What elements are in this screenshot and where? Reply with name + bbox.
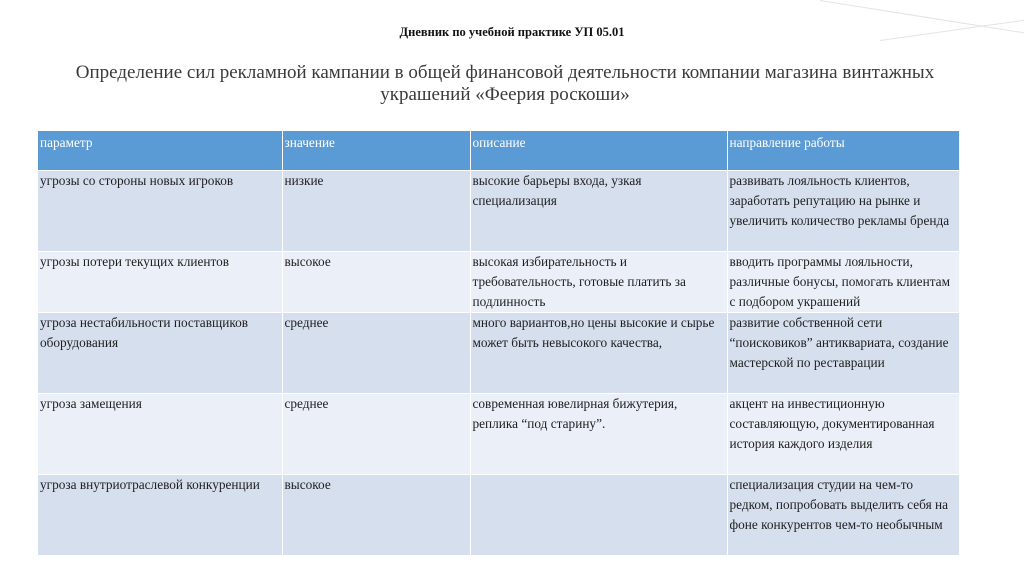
threats-table — [38, 131, 960, 556]
page-title: Определение сил рекламной кампании в общей финансовой деятельности компании магазина винтажных украшений «Феерия роскоши» — [75, 62, 935, 105]
column-header-parameter: параметр — [38, 131, 282, 171]
diary-title: Дневник по учебной практике УП 05.01 — [399, 25, 625, 39]
table-row — [38, 171, 959, 252]
column-header-description: описание — [470, 131, 727, 171]
cell-value: среднее — [282, 394, 470, 475]
table-header-row — [38, 131, 959, 171]
table-row — [38, 252, 959, 313]
column-header-value: значение — [282, 131, 470, 171]
table-row — [38, 475, 959, 556]
cell-value: среднее — [282, 313, 470, 394]
cell-description: высокие барьеры входа, узкая специализация — [470, 171, 727, 252]
table-row — [38, 313, 959, 394]
cell-direction: акцент на инвестиционную составляющую, документированная история каждого изделия — [727, 394, 959, 475]
cell-direction: специализация студии на чем-то редком, попробовать выделить себя на фоне конкурентов чем-то необычным — [727, 475, 959, 556]
cell-direction: развитие собственной сети “поисковиков” антиквариата, создание мастерской по реставрации — [727, 313, 959, 394]
cell-description: высокая избирательность и требовательность, готовые платить за подлинность — [470, 252, 727, 313]
cell-description — [470, 475, 727, 556]
cell-description: современная ювелирная бижутерия, реплика “под старину”. — [470, 394, 727, 475]
cell-value: низкие — [282, 171, 470, 252]
cell-direction: вводить программы лояльности, различные бонусы, помогать клиентам с подбором украшений — [727, 252, 959, 313]
cell-parameter: угроза внутриотраслевой конкуренции — [38, 475, 282, 556]
cell-parameter: угроза нестабильности поставщиков оборудования — [38, 313, 282, 394]
cell-value: высокое — [282, 252, 470, 313]
column-header-direction: направление работы — [727, 131, 959, 171]
table-row — [38, 394, 959, 475]
cell-direction: развивать лояльность клиентов, заработать репутацию на рынке и увеличить количество рекламы бренда — [727, 171, 959, 252]
cell-description: много вариантов,но цены высокие и сырье может быть невысокого качества, — [470, 313, 727, 394]
cell-parameter: угроза замещения — [38, 394, 282, 475]
cell-parameter: угрозы со стороны новых игроков — [38, 171, 282, 252]
cell-value: высокое — [282, 475, 470, 556]
cell-parameter: угрозы потери текущих клиентов — [38, 252, 282, 313]
